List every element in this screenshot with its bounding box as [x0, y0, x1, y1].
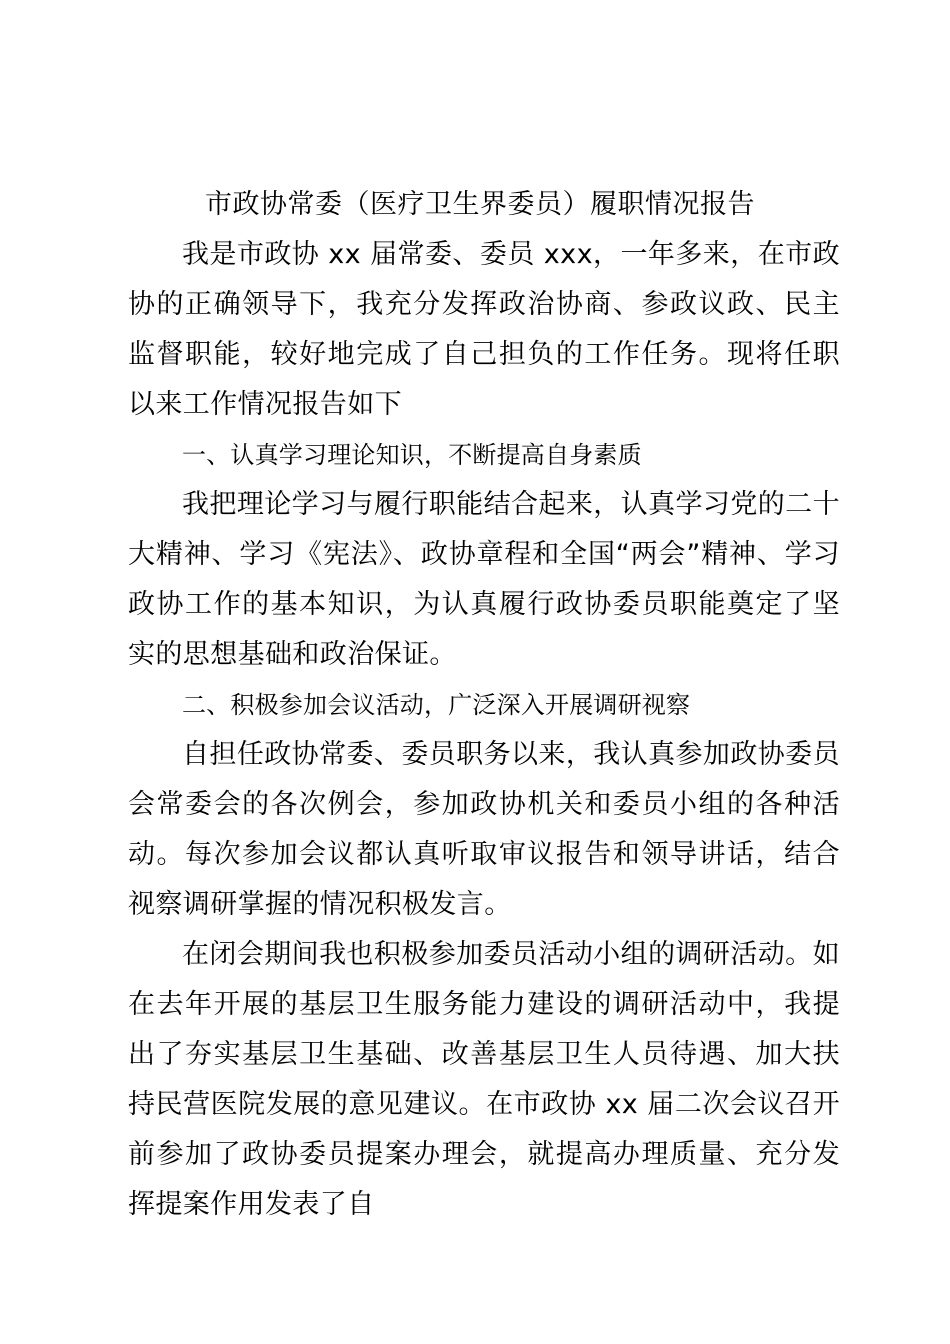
section-heading-1: 一、认真学习理论知识，不断提高自身素质: [182, 441, 642, 469]
paragraph-study: 我把理论学习与履行职能结合起来，认真学习党的二十大精神、学习《宪法》、政协章程和全国“两会”精神、学习政协工作的基本知识，为认真履行政协委员职能奠定了坚实的思想基础和政治保证。: [128, 489, 840, 670]
paragraph-meetings: 自担任政协常委、委员职务以来，我认真参加政协委员会常委会的各次例会，参加政协机关和委员小组的各种活动。每次参加会议都认真听取审议报告和领导讲话，结合视察调研掌握的情况积极发言。: [128, 739, 840, 920]
paragraph-intro: 我是市政协 xx 届常委、委员 xxx，一年多来，在市政协的正确领导下，我充分发挥政治协商、参政议政、民主监督职能，较好地完成了自己担负的工作任务。现将任职以来工作情况报告如下: [128, 239, 840, 420]
section-heading-2: 二、积极参加会议活动，广泛深入开展调研视察: [182, 691, 691, 719]
document-body: [128, 230, 840, 1230]
paragraph-research: 在闭会期间我也积极参加委员活动小组的调研活动。如在去年开展的基层卫生服务能力建设的调研活动中，我提出了夯实基层卫生基础、改善基层卫生人员待遇、加大扶持民营医院发展的意见建议。在市政协 xx 届二次会议召开前参加了政协委员提案办理会，就提高办理质量、充分发挥提案作用发表了自: [128, 939, 840, 1220]
document-title: 市政协常委（医疗卫生界委员）履职情况报告: [205, 189, 755, 220]
